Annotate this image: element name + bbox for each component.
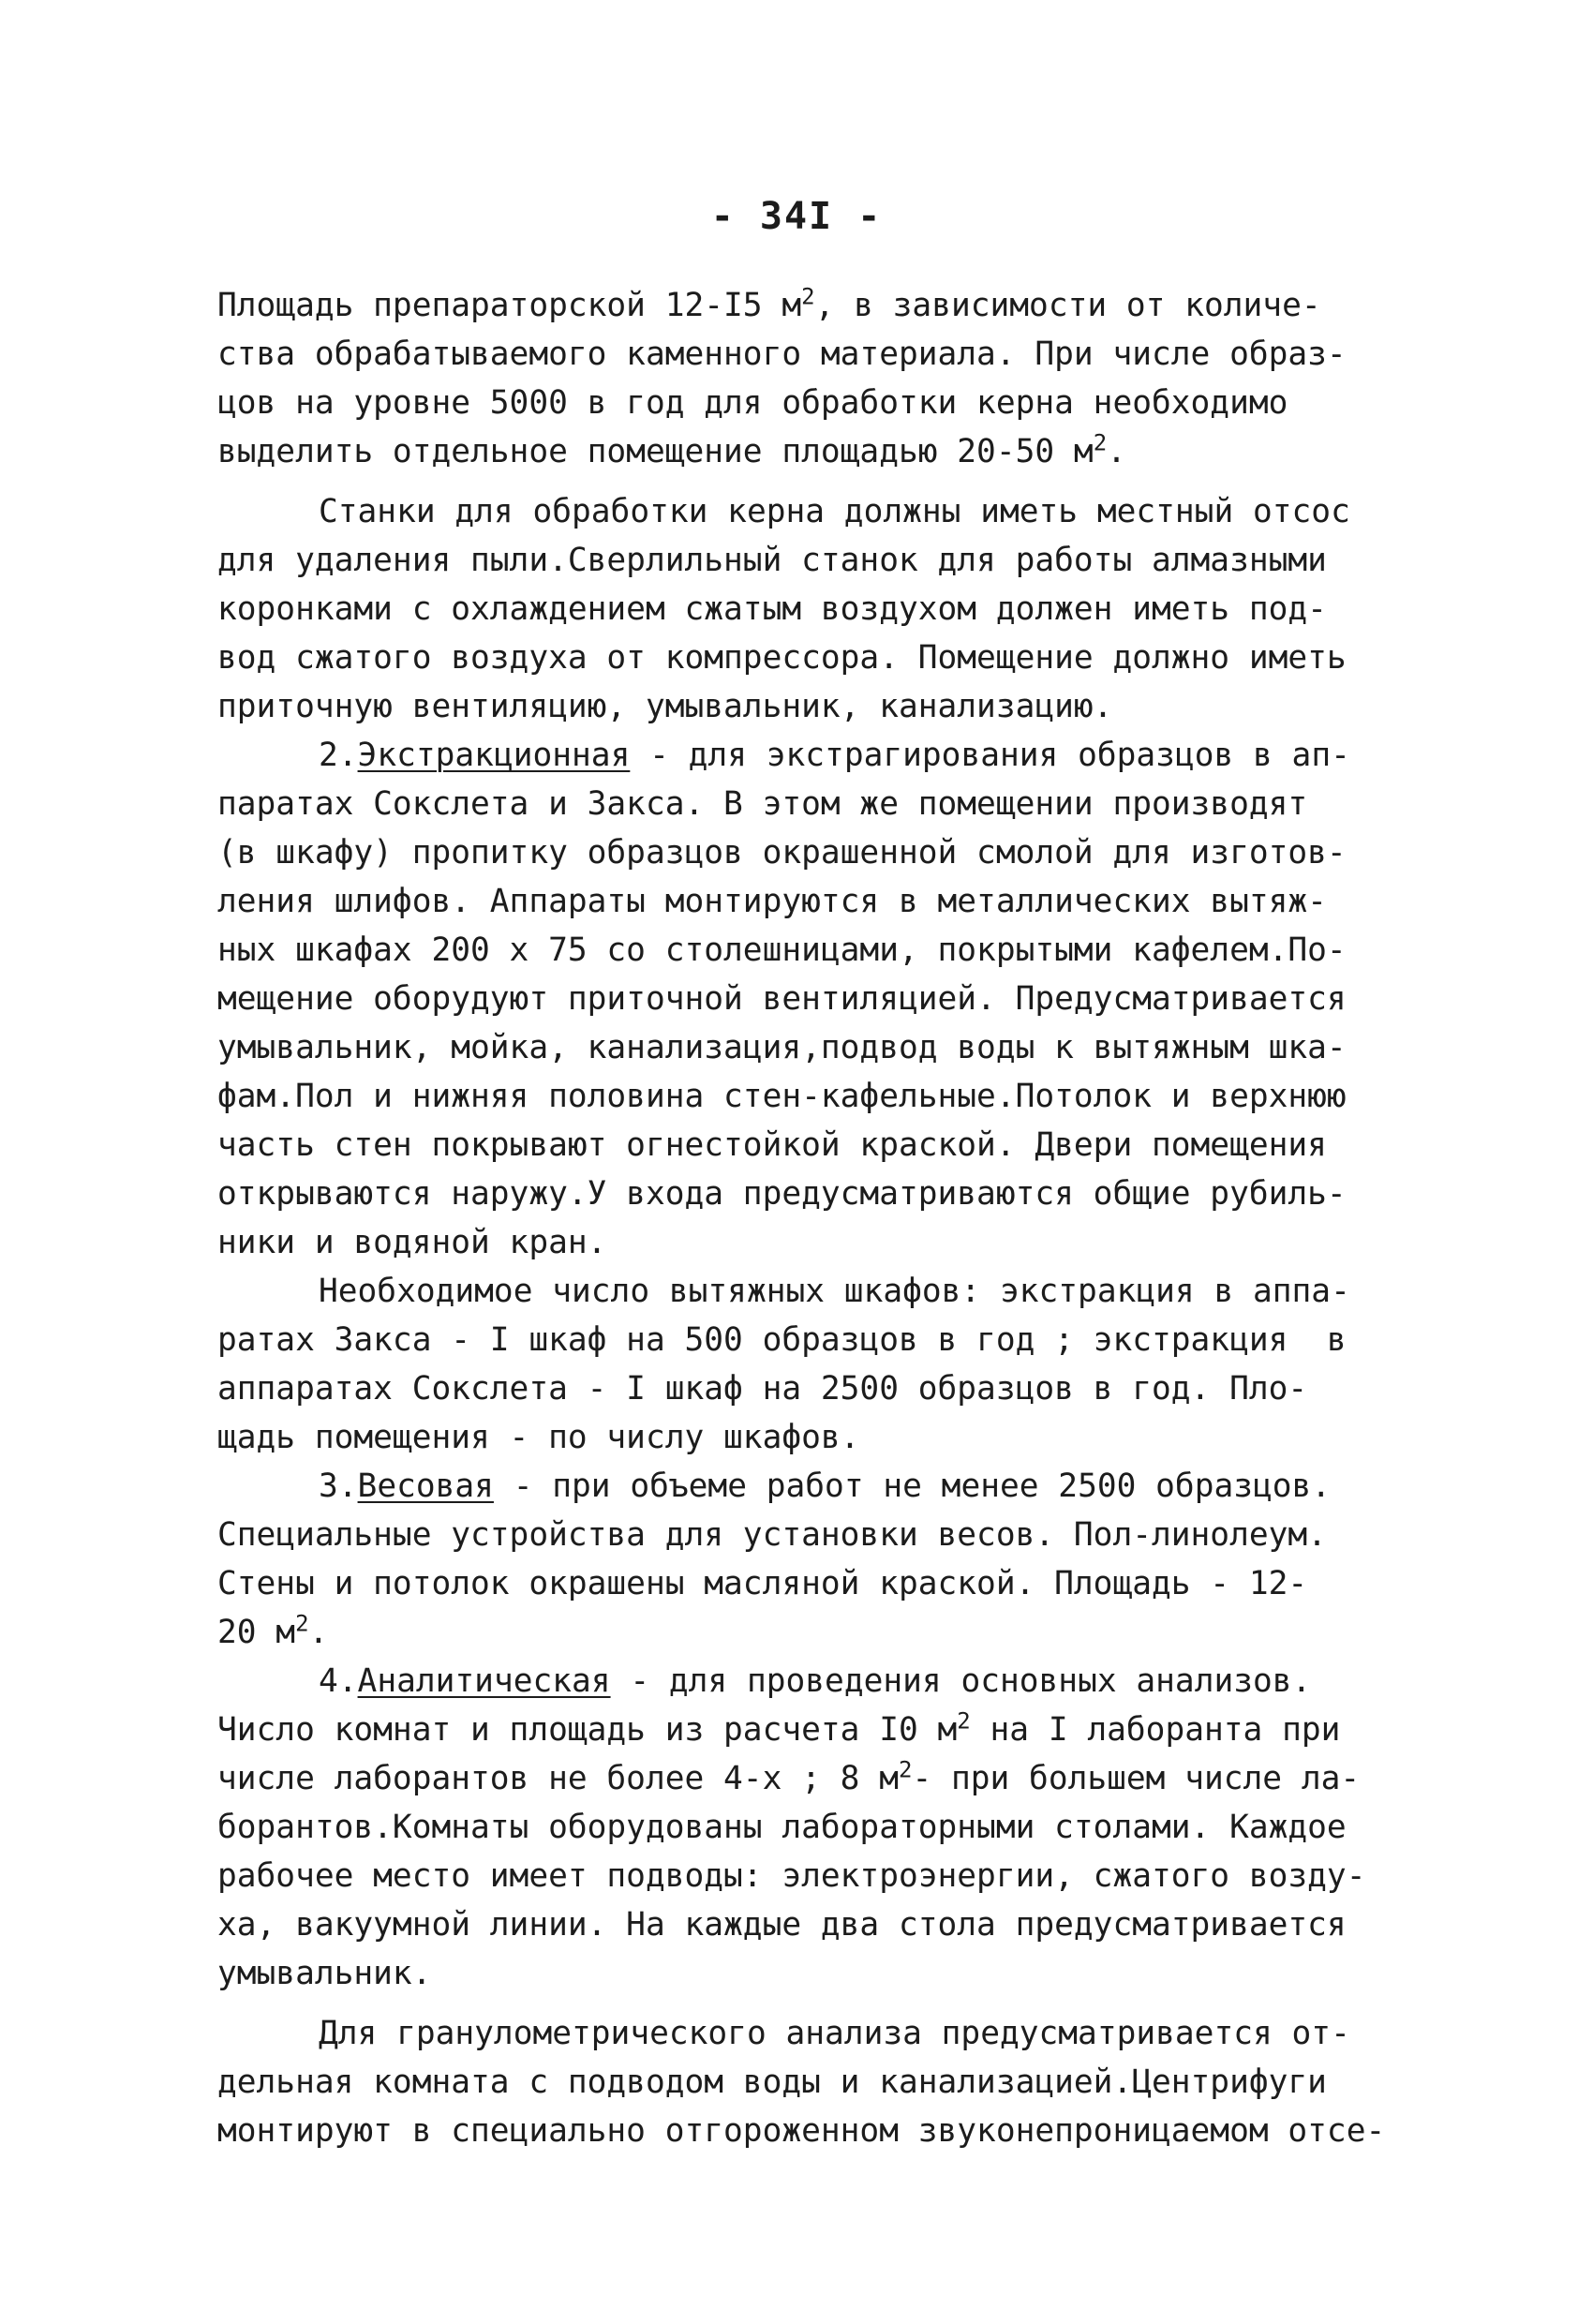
- superscript: 2: [1093, 429, 1108, 456]
- text-line: рабочее место имеет подводы: электроэнергии, сжатого возду-: [217, 1857, 1366, 1895]
- page-number: - 34I -: [710, 195, 883, 238]
- superscript: 2: [898, 1756, 913, 1783]
- text-line: 20 $м^2$.: [217, 1610, 329, 1651]
- text-line: щадь помещения - по числу шкафов.: [217, 1419, 860, 1456]
- text-line: борантов.Комнаты оборудованы лабораторными столами. Каждое: [217, 1809, 1347, 1846]
- text-line: Специальные устройства для установки весов. Пол-линолеум.: [217, 1516, 1327, 1554]
- text-line: часть стен покрывают огнестойкой краской. Двери помещения: [217, 1126, 1327, 1164]
- text-line: (в шкафу) пропитку образцов окрашенной смолой для изготов-: [217, 834, 1347, 872]
- text-line: ники и водяной кран.: [217, 1224, 607, 1261]
- text-line: числе лаборантов не более 4-х ; 8 $м^2-$ при большем числе ла-: [217, 1756, 1361, 1797]
- text-line: монтируют в специально отгороженном звуконепроницаемом отсе-: [217, 2112, 1386, 2150]
- section-number: 3.: [319, 1467, 358, 1505]
- section-title: Экстракционная: [357, 737, 631, 774]
- text-line: ства обрабатываемого каменного материала. При числе образ-: [217, 335, 1347, 373]
- text-line: фам.Пол и нижняя половина стен-кафельные.Потолок и верхнюю: [217, 1078, 1347, 1115]
- text-line: приточную вентиляцию, умывальник, канализацию.: [217, 688, 1113, 725]
- text-line: для удаления пыли.Сверлильный станок для работы алмазными: [217, 542, 1327, 579]
- section-title: Аналитическая: [357, 1662, 611, 1700]
- text-line: дельная комната с подводом воды и канализацией.Центрифуги: [217, 2063, 1327, 2101]
- section-title: Весовая: [357, 1467, 494, 1505]
- text-line: Стены и потолок окрашены масляной краской. Площадь - 12-: [217, 1565, 1308, 1602]
- section-heading-line: 2.Экстракционная - для экстрагирования образцов в ап-: [319, 737, 1350, 774]
- section-heading-line: 3.Весовая - при объеме работ не менее 2500 образцов.: [319, 1467, 1332, 1505]
- text-line: ратах Закса - I шкаф на 500 образцов в год ; экстракция в: [217, 1321, 1347, 1359]
- text-line: цов на уровне 5000 в год для обработки керна необходимо: [217, 384, 1288, 422]
- text-line: выделить отдельное помещение площадью 20-50 $м^2$.: [217, 429, 1126, 470]
- superscript: 2: [295, 1610, 309, 1637]
- text-line: паратах Сокслета и Закса. В этом же помещении производят: [217, 785, 1308, 823]
- section-heading-line: 4.Аналитическая - для проведения основных анализов.: [319, 1662, 1312, 1700]
- text-line: ных шкафах 200 х 75 со столешницами, покрытыми кафелем.По-: [217, 931, 1347, 969]
- text-line: умывальник, мойка, канализация,подвод воды к вытяжным шка-: [217, 1029, 1347, 1066]
- text-line: аппаратах Сокслета - I шкаф на 2500 образцов в год. Пло-: [217, 1370, 1308, 1408]
- text-line: ления шлифов. Аппараты монтируются в металлических вытяж-: [217, 883, 1327, 920]
- page-text: [217, 281, 1436, 2155]
- text-line: мещение оборудуют приточной вентиляцией. Предусматривается: [217, 980, 1347, 1018]
- text-line: Необходимое число вытяжных шкафов: экстракция в аппа-: [319, 1273, 1350, 1310]
- text-line: Для гранулометрического анализа предусматривается от-: [319, 2015, 1350, 2052]
- text-line: ха, вакуумной линии. На каждые два стола предусматривается: [217, 1906, 1347, 1944]
- text-line: Станки для обработки керна должны иметь местный отсос: [319, 493, 1350, 530]
- text-line: умывальник.: [217, 1955, 432, 1992]
- text-line: вод сжатого воздуха от компрессора. Помещение должно иметь: [217, 639, 1347, 677]
- section-number: 2.: [319, 737, 358, 774]
- superscript: 2: [801, 283, 815, 310]
- text-line: Площадь препараторской 12-I5 $м^2$, в зависимости от количе-: [217, 283, 1321, 324]
- section-number: 4.: [319, 1662, 358, 1700]
- text-line: Число комнат и площадь из расчета I0 $м^2$ на I лаборанта при: [217, 1707, 1341, 1749]
- text-line: открываются наружу.У входа предусматриваются общие рубиль-: [217, 1175, 1347, 1213]
- text-line: коронками с охлаждением сжатым воздухом должен иметь под-: [217, 590, 1327, 628]
- superscript: 2: [957, 1707, 971, 1735]
